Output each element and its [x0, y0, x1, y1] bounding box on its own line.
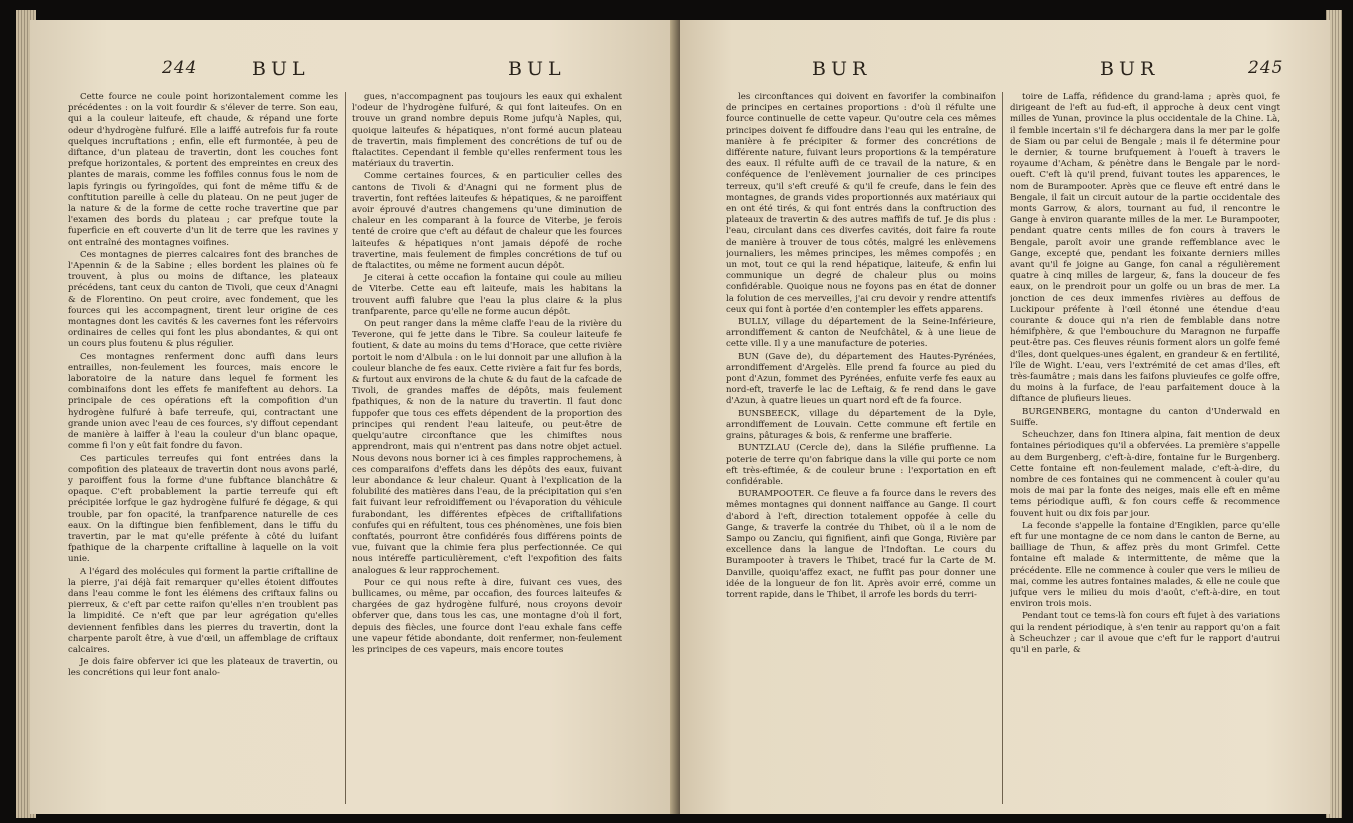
right-column-1	[726, 92, 996, 804]
left-page-number: 244	[162, 58, 198, 78]
left-column-1	[68, 92, 338, 804]
paragraph: Pendant tout ce tems-là fon cours eft fujet à des variations qui la rendent périodique, à s'en tenir au rapport qu'on a fait à Scheuchzer ; car il avoue que c'eft fur le rapport d'autrui qu'il en parle, &	[1010, 611, 1280, 655]
right-page-number: 245	[1248, 58, 1284, 78]
left-head-word-left: BUL	[252, 58, 310, 80]
open-book	[30, 6, 1330, 818]
paragraph: les circonftances qui doivent en favorifer la combinaifon de principes en certaines proportions : d'où il réfulte une fource continuelle de cette vapeur. Qu'outre cela ces mêmes principes doivent fe diffoudre dans l'eau qui les entraîne, de manière à fe précipiter & former des concrétions de différente nature, fuivant leurs proportions & la température des eaux. Il réfulte auffi de ce travail de la nature, & en conféquence de l'enlèvement journalier de ces principes terreux, qu'il s'eft creufé & qu'il fe creufe, dans le fein des montagnes, de grands vides proportionnés aux matériaux qui en ont été tirés, & qui font entrés dans la conftruction des plateaux de travertin & des autres maffifs de tuf. Je dis plus : l'eau, circulant dans ces diverfes cavités, doit faire fa route de manière à trouver de tous côtés, malgré les enlèvemens journaliers, les mêmes principes, les mêmes compofés ; en un mot, tout ce qui la rend hépatique, laiteufe, & enfin lui communique un degré de chaleur plus ou moins confidérable. Quoique nous ne foyons pas en état de donner la folution de ces merveilles, j'ai cru devoir y rendre attentifs ceux qui font à portée d'en contempler les effets apparens.	[726, 92, 996, 315]
paragraph: On peut ranger dans la même claffe l'eau de la rivière du Teverone, qui fe jette dans le Tibre. Sa couleur laiteufe fe foutient, & date au moins du tems d'Horace, que cette rivière portoit le nom d'Albula : on le lui donnoit par une allufion à la couleur blanche de fes eaux. Cette rivière a fait fur fes bords, & furtout aux environs de la chute & du faut de la cafcade de Tivoli, de grandes maffes de dépôts, mais feulement fpathiques, & non de la nature du travertin. Il faut donc fuppofer que tous ces effets dépendent de la proportion des principes qui rendent l'eau laiteufe, ou peut-être de quelqu'autre circonftance que les chimiftes nous apprendront, mais qui n'entrent pas dans notre objet actuel. Nous devons nous borner ici à ces fimples rapprochemens, à ces comparaifons d'effets dans les dépôts des eaux, fuivant leur abondance & leur chaleur. Quant à l'explication de la folubilité des matières dans l'eau, de la précipitation qui s'en fait fuivant leur refroidiffement ou l'évaporation du véhicule furabondant, les différentes efpèces de criftallifations confufes qui en réfultent, tous ces phénomènes, une fois bien conftatés, pourront être confidérés fous différens points de vue, fuivant que la chimie fera plus perfectionnée. Ce qui nous intéreffe particulièrement, c'eft l'expofition des faits analogues & leur rapprochement.	[352, 319, 622, 576]
paragraph: BUNSBEECK, village du département de la Dyle, arrondiffement de Louvain. Cette commune eft fertile en grains, pâturages & bois, & renferme une brafferie.	[726, 408, 996, 442]
paragraph: Pour ce qui nous refte à dire, fuivant ces vues, des bullicames, ou même, par occafion, des fources laiteufes & chargées de gaz hydrogène fulfuré, nous croyons devoir obferver que, dans tous les cas, une montagne d'où il fort, depuis des fiècles, une fource dont l'eau exhale fans ceffe une vapeur fétide abondante, doit renfermer, non-feulement les principes de ces vapeurs, mais encore toutes	[352, 577, 622, 655]
left-running-head	[30, 58, 678, 82]
paragraph: toire de Laffa, réfidence du grand-lama ; après quoi, fe dirigeant de l'eft au fud-eft, il approche à deux cent vingt milles de Yunan, province la plus occidentale de la Chine. Là, il femble incertain s'il fe déchargera dans la mer par le golfe de Siam ou par celui de Bengale ; mais il fe détermine pour le dernier, & tourne brufquement à l'oueft à travers le royaume d'Acham, & pénètre dans le Bengale par le nord-oueft. C'eft là qu'il prend, fuivant toutes les apparences, le nom de Burampooter. Après que ce fleuve eft entré dans le Bengale, il fait un circuit autour de la partie occidentale des monts Garrow, & alors, tournant au fud, il rencontre le Gange à environ quarante milles de la mer. Le Burampooter, pendant quatre cents milles de fon cours à travers le Bengale, paroît avoir une grande reffemblance avec le Gange, excepté que, pendant les foixante derniers milles avant qu'il fe joigne au Gange, fon canal a régulièrement quatre à cinq milles de largeur, &, fans la douceur de fes eaux, on le prendroit pour un golfe ou un bras de mer. La jonction de ces deux immenfes rivières au deffous de Luckipour préfente à l'œil étonné une étendue d'eau courante & douce qui n'a rien de femblable dans notre hémifphère, & que l'embouchure du Maragnon ne furpaffe peut-être pas. Ces fleuves réunis forment alors un golfe femé d'îles, dont quelques-unes égalent, en grandeur & en fertilité, l'île de Wight. L'eau, vers l'extrémité de cet amas d'îles, eft très-faumâtre ; mais dans les faifons pluvieufes ce golfe offre, du moins à la furface, de l'eau parfaitement douce à la diftance de plufieurs lieues.	[1010, 92, 1280, 405]
left-column-2	[352, 92, 622, 804]
left-head-word-right: BUL	[508, 58, 566, 80]
paragraph: BURAMPOOTER. Ce fleuve a fa fource dans le revers des mêmes montagnes qui donnent naiffance au Gange. Il court d'abord à l'eft, direction totalement oppofée à celle du Gange, & traverfe la contrée du Thibet, où il a le nom de Sampo ou Zanciu, qui fignifient, ainfi que Gonga, Rivière par excellence dans la langue de l'Indoftan. Le cours du Burampooter à travers le Thibet, tracé fur la Carte de M. Danville, quoiqu'affez exact, ne fuffit pas pour donner une idée de la longueur de fon lit. Après avoir erré, comme un torrent rapide, dans le Thibet, il arrofe les bords du terri-	[726, 489, 996, 600]
paragraph: BUNTZLAU (Cercle de), dans la Siléfie pruffienne. La poterie de terre qu'on fabrique dans la ville qui porte ce nom eft très-eftimée, & de couleur brune : l'exportation en eft confidérable.	[726, 443, 996, 487]
right-head-word-right: BUR	[1100, 58, 1160, 80]
paragraph: Scheuchzer, dans fon Itinera alpina, fait mention de deux fontaines périodiques qu'il a obfervées. La première s'appelle au dem Burgenberg, c'eft-à-dire, fontaine fur le Burgenberg. Cette fontaine eft non-feulement malade, c'eft-à-dire, du nombre de ces fontaines qui ne commencent à couler qu'au mois de mai par la fonte des neiges, mais elle eft en même tems périodique auffi, & fon cours ceffe & recommence fouvent huit ou dix fois par jour.	[1010, 430, 1280, 519]
paragraph: Je dois faire obferver ici que les plateaux de travertin, ou les concrétions qui leur font analo-	[68, 657, 338, 679]
paragraph: A l'égard des molécules qui forment la partie criftalline de la pierre, j'ai déjà fait remarquer qu'elles étoient diffoutes dans l'eau comme le font les élémens des criftaux falins ou pierreux, & c'eft par cette raifon qu'elles n'en troublent pas la limpidité. Ce n'eft que par leur agrégation qu'elles deviennent fenfibles dans les pierres du travertin, dont la charpente paroît être, à vue d'œil, un affemblage de criftaux calcaires.	[68, 566, 338, 655]
paragraph: Comme certaines fources, & en particulier celles des cantons de Tivoli & d'Anagni qui ne forment plus de travertin, font reftées laiteufes & hépatiques, & ne paroiffent avoir éprouvé d'autres changemens qu'une diminution de chaleur en les comparant à la fource de Viterbe, je ferois tenté de croire que c'eft au défaut de chaleur que les fources laiteufes & hépatiques n'ont jamais dépofé de roche travertine, mais feulement de fimples concrétions de tuf ou de ftalactites, ou même ne forment aucun dépôt.	[352, 171, 622, 272]
paragraph: gues, n'accompagnent pas toujours les eaux qui exhalent l'odeur de l'hydrogène fulfuré, & qui font laiteufes. On en trouve un grand nombre depuis Rome jufqu'à Naples, qui, quoique laiteufes & hépatiques, n'ont formé aucun plateau de travertin, mais fimplement des concrétions de tuf ou de ftalactites. Cependant il femble qu'elles renferment tous les matériaux du travertin.	[352, 92, 622, 170]
paragraph: BURGENBERG, montagne du canton d'Underwald en Suiffe.	[1010, 406, 1280, 428]
right-column-2	[1010, 92, 1280, 804]
column-rule	[345, 92, 346, 804]
paragraph: Je citerai à cette occafion la fontaine qui coule au milieu de Viterbe. Cette eau eft laiteufe, mais les habitans la trouvent auffi falubre que l'eau la plus claire & la plus tranfparente, parce qu'elle ne forme aucun dépôt.	[352, 273, 622, 317]
paragraph: Ces montagnes renferment donc auffi dans leurs entrailles, non-feulement les fources, mais encore le laboratoire de la nature dans lequel fe forment les combinaifons dont les effets fe manifeftent au dehors. La principale de ces opérations eft la compofition d'un hydrogène fulfuré à bafe terreufe, qui, contractant une grande union avec l'eau de ces fources, s'y diffout cependant de manière à laiffer à l'eau la couleur d'un blanc opaque, comme fi l'on y eût fait fondre du favon.	[68, 351, 338, 452]
paragraph: Ces particules terreufes qui font entrées dans la compofition des plateaux de travertin dont nous avons parlé, y paroiffent fous la forme d'une fubftance blanchâtre & opaque. C'eft probablement la partie terreufe qui eft précipitée lorfque le gaz hydrogène fulfuré fe dégage, & qui trouble, par fon opacité, la tranfparence naturelle de ces eaux. On la diftingue bien fenfiblement, dans le tiffu du travertin, par le mat qu'elle préfente à côté du luifant fpathique de la charpente criftalline à laquelle on la voit unie.	[68, 453, 338, 565]
paragraph: BUN (Gave de), du département des Hautes-Pyrénées, arrondiffement d'Argelès. Elle prend fa fource au pied du pont d'Azun, fommet des Pyrénées, enfuite verfe fes eaux au nord-eft, traverfe le lac de Leftaig, & fe rend dans le gave d'Azun, à quatre lieues un quart nord eft de fa fource.	[726, 351, 996, 407]
right-head-word-left: BUR	[812, 58, 872, 80]
column-rule	[1002, 92, 1003, 804]
right-page	[680, 20, 1330, 814]
paragraph: La feconde s'appelle la fontaine d'Engiklen, parce qu'elle eft fur une montagne de ce nom dans le canton de Berne, au bailliage de Thun, & affez près du mont Grimfel. Cette fontaine eft malade & intermittente, de même que la précédente. Elle ne commence à couler que vers le milieu de mai, comme les autres fontaines malades, & elle ne coule que jufque vers le milieu du mois d'août, c'eft-à-dire, en tout environ trois mois.	[1010, 520, 1280, 610]
paragraph: BULLY, village du département de la Seine-Inférieure, arrondiffement & canton de Neufchâtel, & à une lieue de cette ville. Il y a une manufacture de poteries.	[726, 317, 996, 350]
left-page	[30, 20, 678, 814]
paragraph: Cette fource ne coule point horizontalement comme les précédentes : on la voit fourdir & s'élever de terre. Son eau, qui a la couleur laiteufe, eft chaude, & répand une forte odeur d'hydrogène fulfuré. Elle a laiffé autrefois fur fa route quelques incruftations ; enfin, elle eft furmontée, à peu de diftance, d'un plateau de travertin, dont les couches font prefque horizontales, & portent des empreintes en creux des plantes de marais, comme les foffiles connus fous le nom de lapis fyringis ou fyringoïdes, qui font de même tiffu & de conftitution pareille à celle du plateau. On ne peut juger de la nature & de la forme de cette roche travertine que par l'examen des bords du plateau ; car prefque toute la fuperficie en eft couverte d'un lit de terre que les ravines y ont entraîné des montagnes voifines.	[68, 92, 338, 248]
right-running-head	[680, 58, 1330, 82]
paragraph: Ces montagnes de pierres calcaires font des branches de l'Apennin & de la Sabine ; elles bordent les plaines où fe trouvent, à plus ou moins de diftance, les plateaux précédens, tant ceux du canton de Tivoli, que ceux d'Anagni & de Florentino. On peut croire, avec fondement, que les fources qui les accompagnent, tirent leur origine de ces montagnes dont les cavités & les cavernes font les réfervoirs ordinaires de celles qui font les plus abondantes, & qui ont un cours plus foutenu & plus régulier.	[68, 249, 338, 350]
